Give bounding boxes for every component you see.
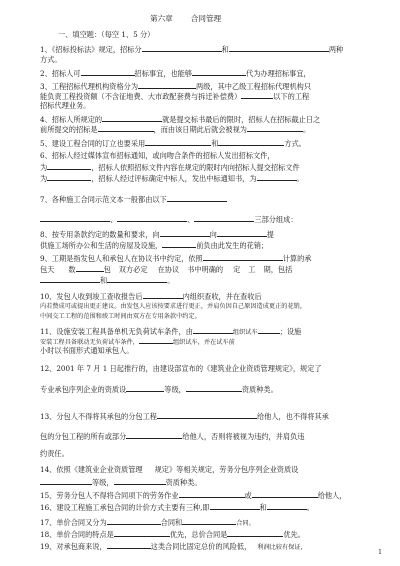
question-9-cont: 包天 数 包 双方必定 在协议 书中明确的 定 工 期，包括 bbox=[40, 265, 293, 274]
blank[interactable] bbox=[218, 138, 284, 146]
question-9: 9、工期是指发包人和承包人在协议书中约定，依照 计算的承 bbox=[40, 254, 312, 263]
question-5: 5、建设工程合同的订立也要采用 和 方式。 bbox=[40, 139, 306, 148]
blank[interactable] bbox=[252, 490, 318, 498]
question-6-cont: 为 ，招标人依照招标文件内容在规定的限时内向招标人提交招标文件 bbox=[40, 163, 300, 172]
question-1-cont: 方式。 bbox=[40, 55, 62, 64]
blank[interactable] bbox=[217, 229, 267, 237]
page-number: 1 bbox=[378, 549, 382, 556]
question-7-cont: 、 、 三部分组成： bbox=[40, 214, 298, 224]
blank[interactable] bbox=[107, 517, 161, 525]
chapter-name: 合同管理 bbox=[190, 14, 222, 23]
blank[interactable] bbox=[114, 477, 166, 485]
question-10: 10、发包人收到竣工查收报告后 内组织查收，并在查收后 bbox=[40, 292, 262, 301]
blank[interactable] bbox=[227, 529, 283, 537]
question-3-cont2: 招标代理业务。 bbox=[40, 101, 91, 110]
section-heading: 一、填空题：（每空 1、5 分） bbox=[58, 30, 155, 39]
blank[interactable] bbox=[114, 529, 170, 537]
blank[interactable] bbox=[241, 91, 273, 99]
question-13-cont: 包的分包工程的所有或部分 给他人，否则将被视为违约，并肩负违 bbox=[40, 432, 305, 441]
blank[interactable] bbox=[194, 214, 254, 222]
question-8: 8、按专用条款约定的数量和要求，向 向 提 bbox=[40, 230, 274, 239]
question-3-cont: 能负责工程投资额（不含征地费、大市政配套费与拆迁补偿费） 以下的工程 bbox=[40, 92, 310, 101]
question-12-cont: 专业承包序列企业的资质设 等级， 资质种类。 bbox=[40, 385, 278, 394]
question-4: 4、招标人所规定的 就是提交标书最后的限时，招标人在招标截止日之 bbox=[40, 115, 321, 124]
blank[interactable] bbox=[81, 68, 135, 76]
question-3: 3、工程招标代理机构资格分为 两级，其中乙级工程招标代理机构只 bbox=[40, 82, 312, 91]
question-17: 17、单价合同又分为 合同和 合同。 bbox=[40, 518, 255, 527]
question-13-cont2: 约责任。 bbox=[40, 449, 69, 458]
blank[interactable] bbox=[107, 275, 167, 283]
question-10-cont: 内若赞成可或提出更正建议。由发包人应该按要求进行更正，并肩负因自己原因造成更正的花销， bbox=[40, 303, 307, 310]
chapter-heading bbox=[150, 14, 221, 23]
blank[interactable] bbox=[192, 68, 246, 76]
blank[interactable] bbox=[203, 253, 283, 261]
blank[interactable] bbox=[210, 502, 260, 510]
question-11-cont: 安装工程具备联动无负荷试车条件， 组织试车，并在试车前 bbox=[40, 336, 235, 347]
question-6-cont2: 为 ，招标人经过评标确定中标人，发出中标通知书，为 。 bbox=[40, 174, 304, 183]
question-14: 14、依照《建筑业企业资质管理 规定》等相关规定，劳务分包序列企业资质设 bbox=[40, 465, 299, 474]
blank[interactable] bbox=[102, 114, 162, 122]
blank[interactable] bbox=[160, 229, 210, 237]
question-13: 13、分包人不得将其承包的分包工程 给他人，也不得将其承 bbox=[40, 412, 329, 421]
blank[interactable] bbox=[162, 240, 196, 248]
blank[interactable] bbox=[139, 336, 173, 344]
question-18: 18、单价合同的特点是 优先，总价合同是 优先。 bbox=[40, 530, 305, 539]
blank[interactable] bbox=[40, 477, 92, 485]
question-11: 11、设施安装工程具备单机无负荷试车条件，由 组织试车 ；设施 bbox=[40, 327, 302, 336]
question-2: 2、招标人可 招标事宜，也能够 代为办理招标事宜， bbox=[40, 69, 311, 78]
blank[interactable] bbox=[40, 214, 110, 222]
question-8-cont: 供施工场所办公和生活的房屋及设施， 前负由此发生的花销； bbox=[40, 241, 269, 250]
chapter-number: 第六章 bbox=[150, 14, 173, 23]
blank[interactable] bbox=[47, 162, 91, 170]
blank[interactable] bbox=[157, 411, 257, 419]
blank[interactable] bbox=[143, 291, 183, 299]
question-16: 16、建设工程施工承包合同的计价方式主要有三种,即 和 。 bbox=[40, 503, 314, 512]
question-10-cont2: 中间交工工程的范围和竣工时间由双方在专用条款中约定。 bbox=[40, 313, 201, 320]
blank[interactable] bbox=[117, 214, 187, 222]
question-15: 15、劳务分包人不得将合同项下的劳务作业 或 给他人， bbox=[40, 491, 347, 500]
question-12: 12、2001 年 7 月 1 日起推行的，由建设部宣布的《建筑业企业资质管理规定》，规定了 bbox=[40, 364, 322, 373]
blank[interactable] bbox=[126, 384, 164, 392]
question-19: 19、对承包商来说， 这类合同比固定总价的风险低， 利润比较有保证， bbox=[40, 542, 307, 551]
blank[interactable] bbox=[167, 194, 227, 202]
blank[interactable] bbox=[107, 541, 151, 549]
blank[interactable] bbox=[142, 44, 222, 52]
question-6: 6、招标人经过媒体宣布招标通知，或向吻合条件的招标人发出招标文件， bbox=[40, 151, 275, 160]
blank[interactable] bbox=[47, 173, 91, 181]
question-4-cont: 前所提交的招标是 ，而由该日期此后就会被视为 。 bbox=[40, 125, 311, 134]
blank[interactable] bbox=[76, 264, 104, 272]
blank[interactable] bbox=[126, 431, 182, 439]
question-7: 7、各种施工合同示范文本一般都由以下 bbox=[40, 194, 227, 204]
blank[interactable] bbox=[138, 81, 196, 89]
blank[interactable] bbox=[257, 173, 297, 181]
blank[interactable] bbox=[145, 138, 211, 146]
question-14-cont: 等级， 资质种类。 bbox=[40, 477, 202, 487]
question-9-cont2: 和 。 bbox=[40, 275, 174, 285]
blank[interactable] bbox=[229, 44, 329, 52]
blank[interactable] bbox=[98, 124, 154, 132]
blank[interactable] bbox=[186, 384, 242, 392]
question-1: 1、《招标投标法》规定，招标分 和 两种 bbox=[40, 45, 344, 54]
blank[interactable] bbox=[258, 326, 280, 334]
blank[interactable] bbox=[179, 490, 245, 498]
blank[interactable] bbox=[193, 326, 233, 334]
blank[interactable] bbox=[182, 517, 236, 525]
blank[interactable] bbox=[40, 275, 100, 283]
blank[interactable] bbox=[267, 502, 307, 510]
question-11-cont2: 小时以书面形式通知承包人。 bbox=[40, 346, 134, 355]
blank[interactable] bbox=[247, 124, 303, 132]
